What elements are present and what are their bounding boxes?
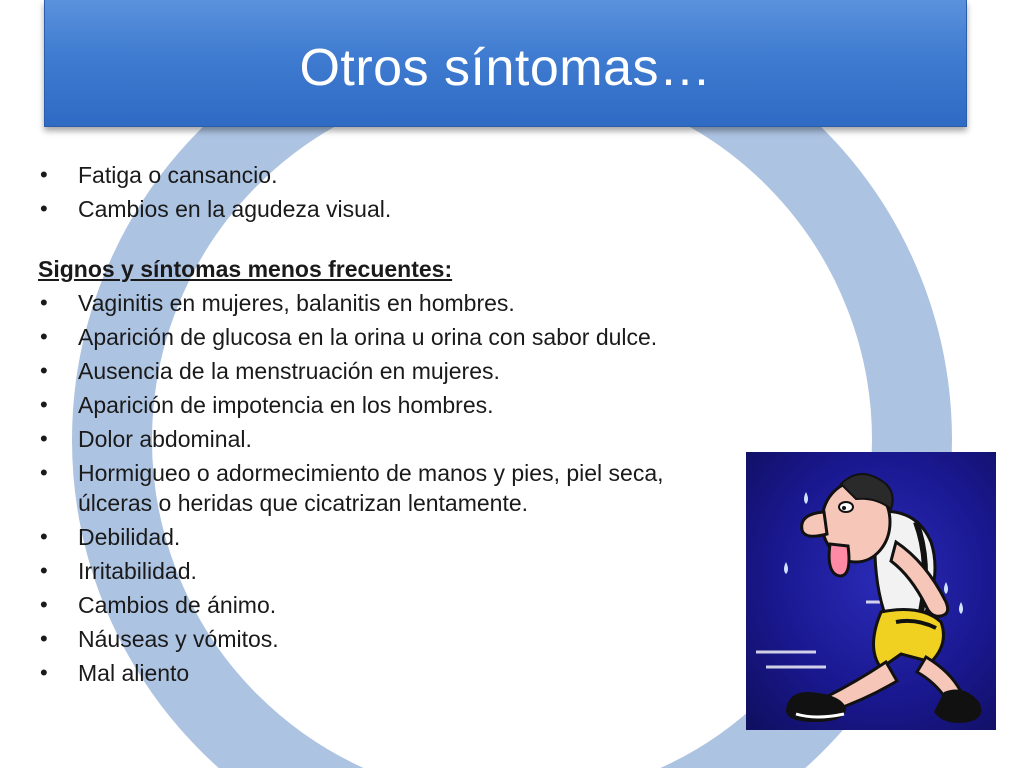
bullet-item: • Ausencia de la menstruación en mujeres. [38,356,698,386]
bullet-item: • Irritabilidad. [38,556,698,586]
bullet-item: • Cambios en la agudeza visual. [38,194,698,224]
subheading: Signos y síntomas menos frecuentes: [38,256,453,282]
bullet-item: • Mal aliento [38,658,698,688]
bullet-item: • Vaginitis en mujeres, balanitis en hombres. [38,288,698,318]
title-banner [44,0,967,127]
slide-content [38,160,698,692]
bullet-item: • Dolor abdominal. [38,424,698,454]
bullet-item: • Fatiga o cansancio. [38,160,698,190]
spacer [38,228,698,254]
bullet-item: • Hormigueo o adormecimiento de manos y pies, piel seca, úlceras o heridas que cicatrizan lentamente. [38,458,698,518]
slide-title: Otros síntomas… [299,39,712,97]
bullet-item: • Debilidad. [38,522,698,552]
bullet-item: • Aparición de impotencia en los hombres. [38,390,698,420]
bullet-item: • Cambios de ánimo. [38,590,698,620]
bullet-item: • Aparición de glucosa en la orina u orina con sabor dulce. [38,322,698,352]
tired-runner-icon [746,452,996,730]
bullet-item: • Náuseas y vómitos. [38,624,698,654]
tired-runner-illustration [746,452,996,730]
